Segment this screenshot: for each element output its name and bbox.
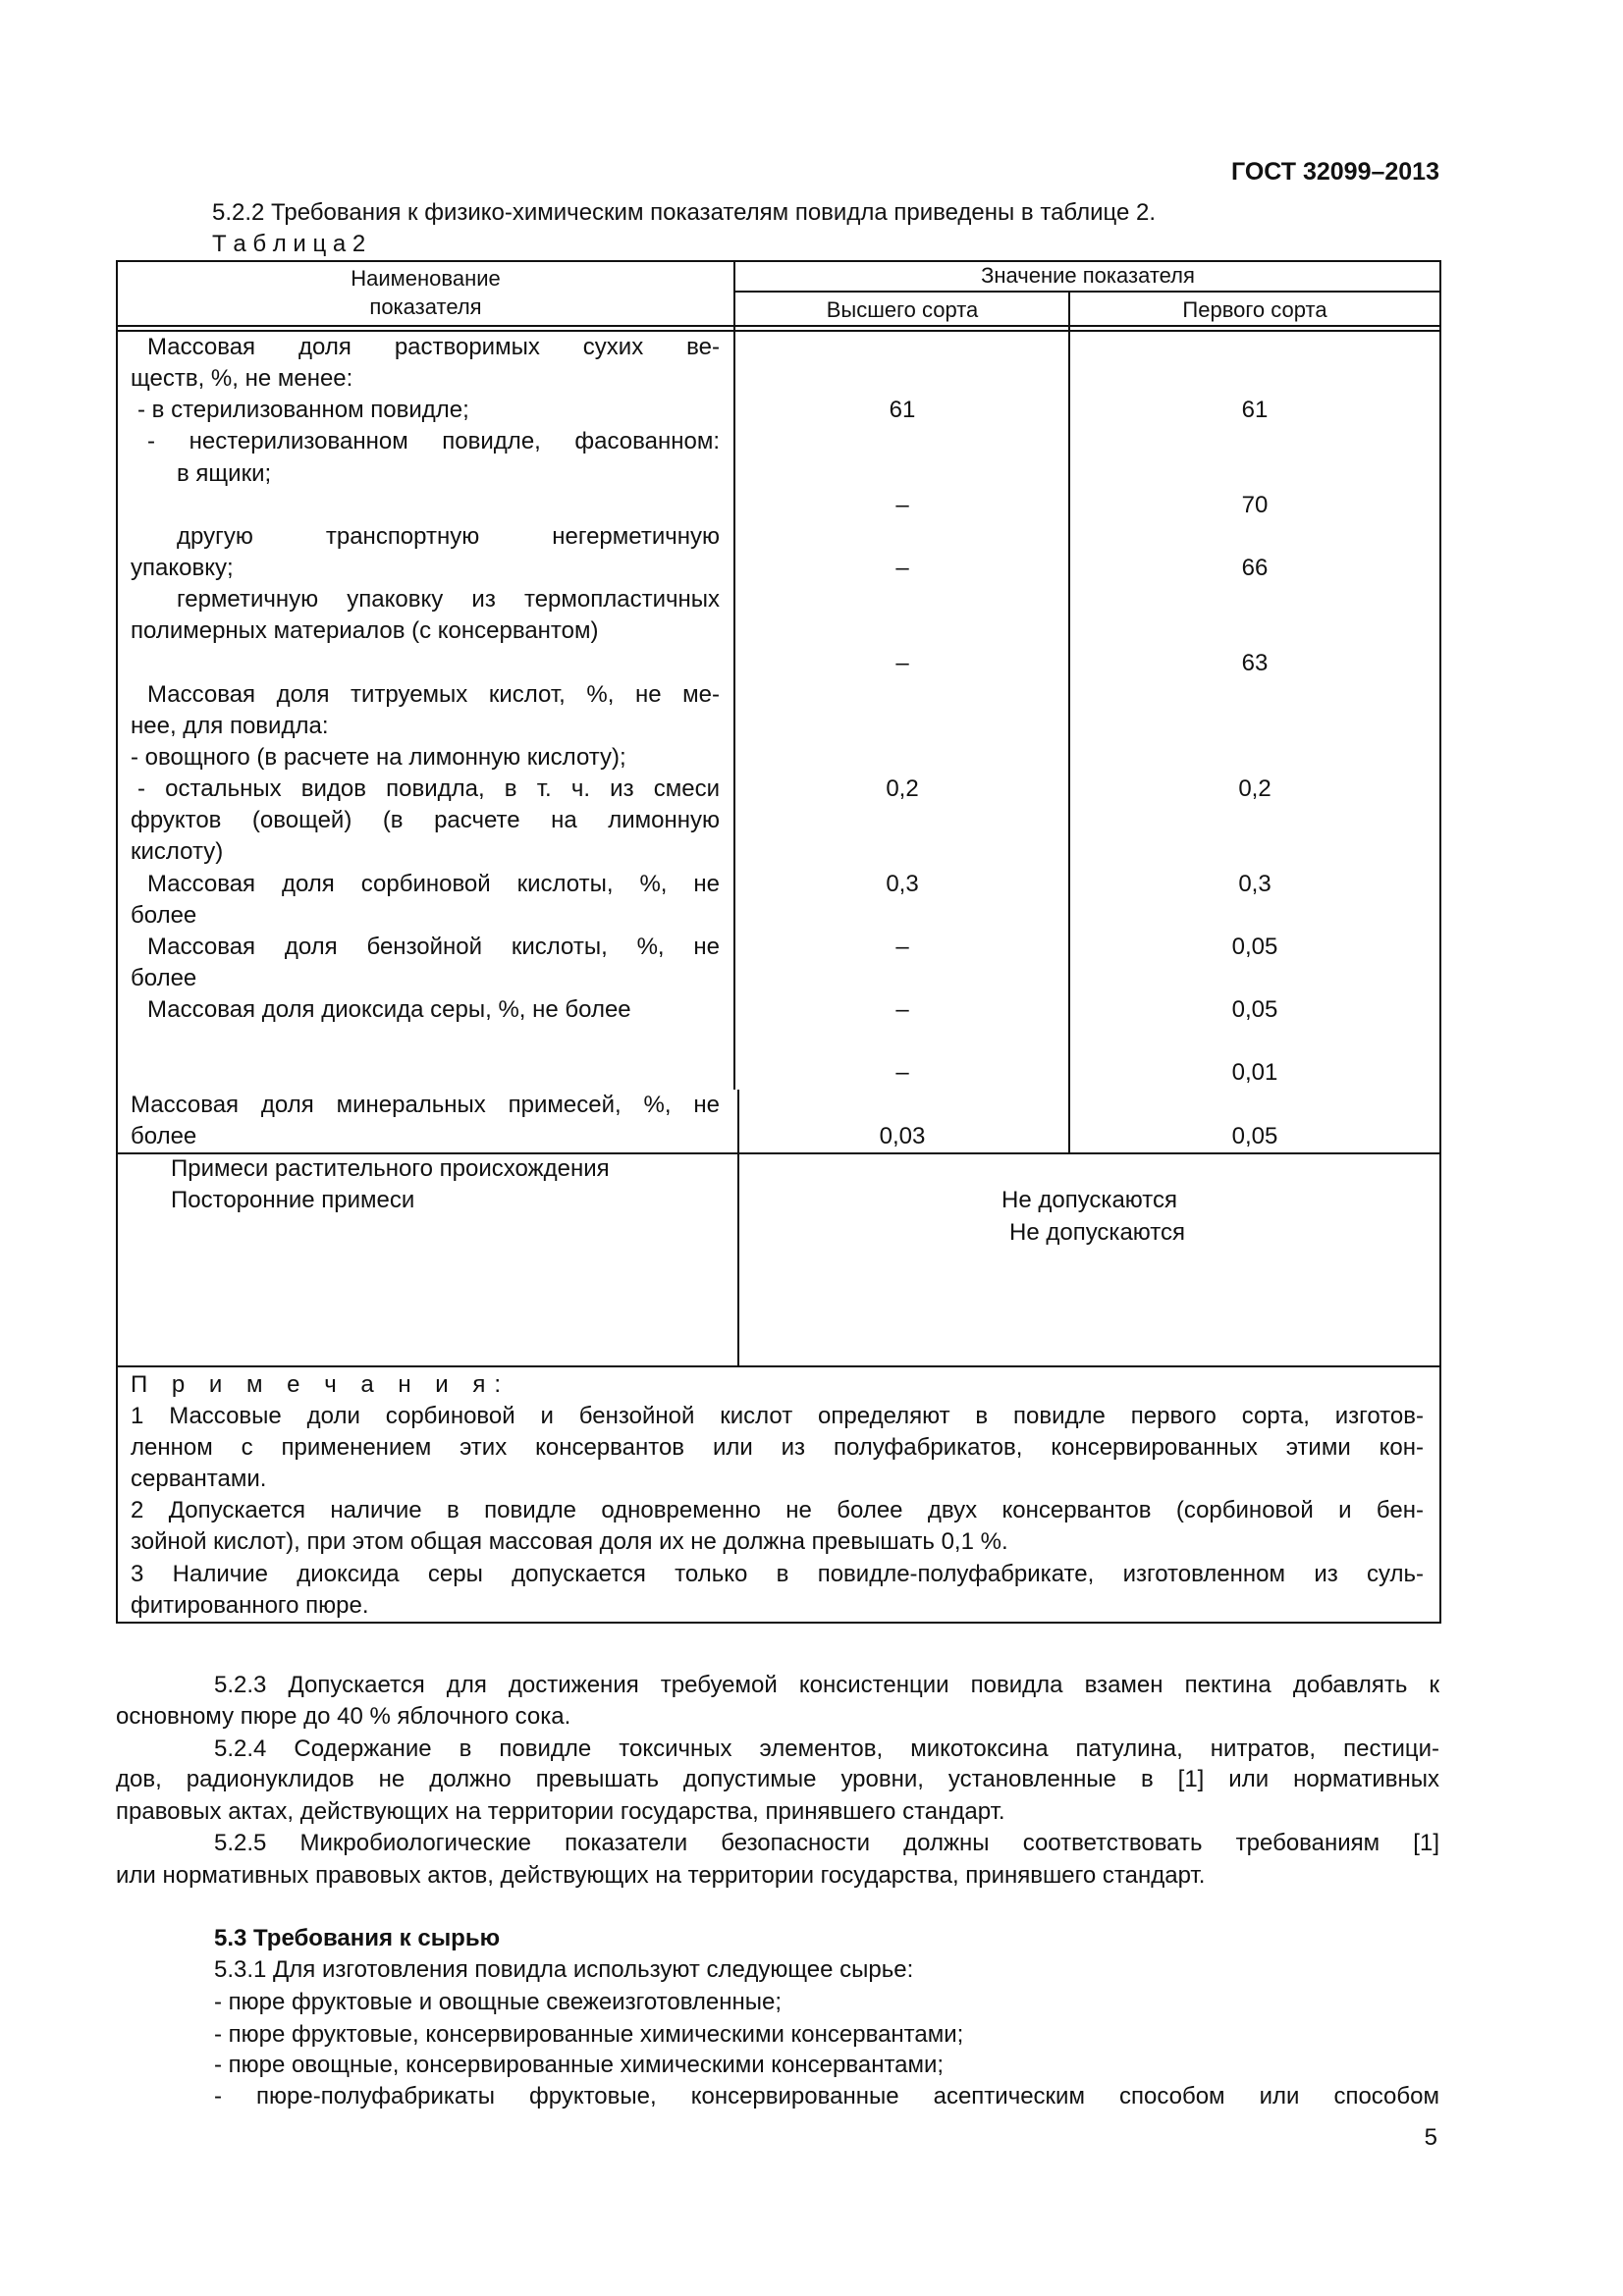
row-name: Массовая доля минеральных примесей, %, не xyxy=(131,1092,720,1118)
body-line: - пюре-полуфабрикаты фруктовые, консервированные асептическим способом или способом xyxy=(214,2083,1439,2109)
row-name: - в стерилизованном повидле; xyxy=(137,397,469,423)
value-first-grade: 0,3 xyxy=(1238,871,1271,897)
table-header-divider xyxy=(116,330,1441,332)
table-border-right xyxy=(1439,260,1441,1624)
row-name: Массовая доля диоксида серы, %, не более xyxy=(147,996,631,1023)
value-high-grade: 0,03 xyxy=(879,1123,926,1149)
note-line: 3 Наличие диоксида серы допускается только в повидле-полуфабрикате, изготовленном из суль- xyxy=(131,1561,1424,1587)
note-line: 1 Массовые доли сорбиновой и бензойной кислот определяют в повидле первого сорта, изготов- xyxy=(131,1403,1424,1429)
document-id: ГОСТ 32099–2013 xyxy=(1231,158,1439,186)
table-border-left xyxy=(116,260,118,1624)
row-name: ществ, %, не менее: xyxy=(131,365,353,392)
row-name: Массовая доля титруемых кислот, %, не ме- xyxy=(147,681,720,708)
row-name: более xyxy=(131,902,197,929)
value-first-grade: 61 xyxy=(1241,397,1269,423)
note-line: 2 Допускается наличие в повидле одновременно не более двух консервантов (сорбиновой и бен- xyxy=(131,1497,1424,1523)
body-line: 5.2.3 Допускается для достижения требуемой консистенции повидла взамен пектина добавлять к xyxy=(214,1672,1439,1698)
page-number: 5 xyxy=(1424,2124,1437,2151)
value-high-grade: – xyxy=(895,555,909,581)
value-first-grade: 0,05 xyxy=(1231,934,1278,960)
note-line: зойной кислот), при этом общая массовая доля их не должна превышать 0,1 %. xyxy=(131,1528,1008,1555)
impurity-value: Не допускаются xyxy=(1009,1219,1185,1246)
table-divider xyxy=(116,1365,1441,1367)
header-col-high: Высшего сорта xyxy=(826,297,979,322)
table-header-divider xyxy=(116,325,1441,327)
row-name: кислоту) xyxy=(131,838,224,865)
value-high-grade: – xyxy=(895,1059,909,1086)
body-line: - пюре фруктовые, консервированные химическими консервантами; xyxy=(214,2021,964,2048)
table-divider xyxy=(734,291,1441,293)
row-name: другую транспортную негерметичную xyxy=(177,523,720,550)
value-high-grade: – xyxy=(895,996,909,1023)
row-name: в ящики; xyxy=(177,460,272,487)
row-name: более xyxy=(131,1123,197,1149)
value-first-grade: 0,05 xyxy=(1231,996,1278,1023)
body-line: 5.2.5 Микробиологические показатели безопасности должны соответствовать требованиям [1] xyxy=(214,1830,1439,1856)
row-name: герметичную упаковку из термопластичных xyxy=(177,586,720,613)
note-line: фитированного пюре. xyxy=(131,1592,369,1619)
header-name-line1: Наименование xyxy=(351,266,501,291)
row-name: - нестерилизованном повидле, фасованном: xyxy=(147,428,720,454)
row-name: Массовая доля сорбиновой кислоты, %, не xyxy=(147,871,720,897)
note-line: ленном с применением этих консервантов или из полуфабрикатов, консервированных этими кон- xyxy=(131,1434,1424,1461)
body-line: 5.3.1 Для изготовления повидла используют следующее сырье: xyxy=(214,1956,914,1983)
row-name: Массовая доля растворимых сухих ве- xyxy=(147,334,720,360)
value-first-grade: 70 xyxy=(1241,492,1269,518)
impurity-name: Примеси растительного происхождения xyxy=(171,1155,610,1182)
header-name-line2: показателя xyxy=(369,294,482,319)
value-high-grade: 0,3 xyxy=(886,871,919,897)
header-col-first: Первого сорта xyxy=(1182,297,1327,322)
value-first-grade: 0,2 xyxy=(1238,775,1271,802)
value-high-grade: 61 xyxy=(889,397,916,423)
body-line: - пюре фруктовые и овощные свежеизготовленные; xyxy=(214,1989,783,2015)
row-name: фруктов (овощей) (в расчете на лимонную xyxy=(131,807,720,833)
value-first-grade: 0,01 xyxy=(1231,1059,1278,1086)
section-heading: 5.3 Требования к сырью xyxy=(214,1925,501,1951)
table-column-divider xyxy=(733,260,735,1090)
row-name: полимерных материалов (с консервантом) xyxy=(131,617,599,644)
body-line: правовых актах, действующих на территории государства, принявшего стандарт. xyxy=(116,1798,1005,1825)
value-first-grade: 66 xyxy=(1241,555,1269,581)
impurity-value: Не допускаются xyxy=(1001,1187,1177,1213)
value-first-grade: 63 xyxy=(1241,650,1269,676)
body-line: или нормативных правовых актов, действующих на территории государства, принявшего стандарт. xyxy=(116,1862,1206,1889)
row-name: более xyxy=(131,965,197,991)
header-value-group: Значение показателя xyxy=(981,263,1195,288)
body-line: - пюре овощные, консервированные химическими консервантами; xyxy=(214,2052,945,2078)
value-high-grade: – xyxy=(895,492,909,518)
row-name: нее, для повидла: xyxy=(131,713,329,739)
row-name: упаковку; xyxy=(131,555,234,581)
body-line: основному пюре до 40 % яблочного сока. xyxy=(116,1703,571,1730)
table-caption: Т а б л и ц а 2 xyxy=(212,231,366,257)
note-line: сервантами. xyxy=(131,1466,267,1492)
table-border-bottom xyxy=(116,1622,1441,1624)
body-line: дов, радионуклидов не должно превышать допустимые уровни, установленные в [1] или нормативных xyxy=(116,1766,1439,1792)
row-name: Массовая доля бензойной кислоты, %, не xyxy=(147,934,720,960)
body-line: 5.2.4 Содержание в повидле токсичных элементов, микотоксина патулина, нитратов, пестици- xyxy=(214,1735,1439,1762)
row-name: - овощного (в расчете на лимонную кислоту); xyxy=(131,744,626,771)
value-high-grade: – xyxy=(895,934,909,960)
impurity-name: Посторонние примеси xyxy=(171,1187,415,1213)
value-high-grade: – xyxy=(895,650,909,676)
row-name: - остальных видов повидла, в т. ч. из смеси xyxy=(137,775,720,802)
value-first-grade: 0,05 xyxy=(1231,1123,1278,1149)
notes-title: П р и м е ч а н и я: xyxy=(131,1371,511,1398)
value-high-grade: 0,2 xyxy=(886,775,919,802)
intro-paragraph: 5.2.2 Требования к физико-химическим показателям повидла приведены в таблице 2. xyxy=(212,199,1156,226)
